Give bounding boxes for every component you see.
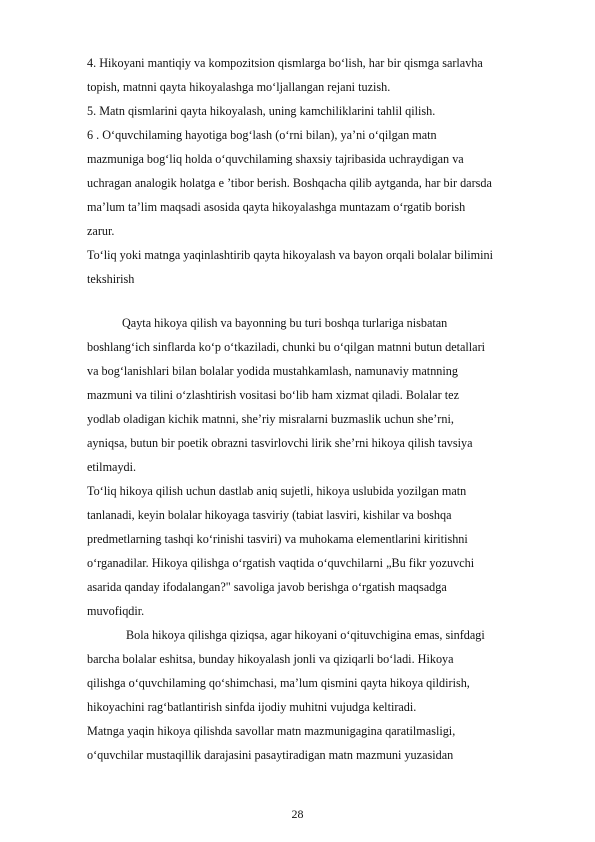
text-line-1: 4. Hikoyani mantiqiy va kompozitsion qismlarga bo‘lish, har bir qismga sarlavha [87,56,483,70]
text-line-13: va bog‘lanishlari bilan bolalar yodida mustahkamlash, namunaviy matnning [87,364,458,378]
text-line-28: Matnga yaqin hikoya qilishda savollar matn mazmunigagina qaratilmasligi, [87,724,456,738]
text-line-4: 6 . O‘quvchilaming hayotiga bog‘lash (o‘rni bilan), ya’ni o‘qilgan matn [87,128,437,142]
section-heading-line-2: tekshirish [87,272,135,286]
text-line-20: predmetlarning tashqi ko‘rinishi tasviri) va muhokama elementlarini kiritishni [87,532,468,546]
text-line-25: barcha bolalar eshitsa, bunday hikoyalash jonli va qiziqarli bo‘ladi. Hikoya [87,652,454,666]
text-line-14: mazmuni va tilini o‘zlashtirish vositasi bo‘lib ham xizmat qiladi. Bolalar tez [87,388,459,402]
text-line-12: boshlang‘ich sinflarda ko‘p o‘tkaziladi, chunki bu o‘qilgan matnni butun detallari [87,340,486,354]
text-line-29: o‘quvchilar mustaqillik darajasini pasaytiradigan matn mazmuni yuzasidan [87,748,454,762]
text-line-8: zarur. [87,224,115,238]
text-line-24: Bola hikoya qilishga qiziqsa, agar hikoyani o‘qituvchigina emas, sinfdagi [126,628,485,642]
text-line-6: uchragan analogik holatga e ’tibor berish. Boshqacha qilib aytganda, har bir darsda [87,176,492,190]
text-line-16: ayniqsa, butun bir poetik obrazni tasvirlovchi lirik she’rni hikoya qilish tavsiya [87,436,473,450]
text-line-17: etilmaydi. [87,460,137,474]
text-line-7: ma’lum ta’lim maqsadi asosida qayta hikoyalashga muntazam o‘rgatib borish [87,200,466,214]
text-line-3: 5. Matn qismlarini qayta hikoyalash, uning kamchiliklarini tahlil qilish. [87,104,436,118]
page-number: 28 [291,807,304,821]
text-line-26: qilishga o‘quvchilaming qo‘shimchasi, ma’lum qismini qayta hikoya qildirish, [87,676,470,690]
section-heading-line-1: To‘liq yoki matnga yaqinlashtirib qayta hikoyalash va bayon orqali bolalar bilimini [87,248,493,262]
text-line-21: o‘rganadilar. Hikoya qilishga o‘rgatish vaqtida o‘quvchilarni „Bu fikr yozuvchi [87,556,475,570]
text-line-2: topish, matnni qayta hikoyalashga mo‘ljallangan rejani tuzish. [87,80,391,94]
text-line-18: To‘liq hikoya qilish uchun dastlab aniq sujetli, hikoya uslubida yozilgan matn [87,484,467,498]
text-line-23: muvofiqdir. [87,604,145,618]
text-line-27: hikoyachini rag‘batlantirish sinfda ijodiy muhitni vujudga keltiradi. [87,700,417,714]
text-line-5: mazmuniga bog‘liq holda o‘quvchilaming shaxsiy tajribasida uchraydigan va [87,152,464,166]
text-line-19: tanlanadi, keyin bolalar hikoyaga tasviriy (tabiat lasviri, kishilar va boshqa [87,508,452,522]
text-line-22: asarida qanday ifodalangan?" savoliga javob berishga o‘rgatish maqsadga [87,580,447,594]
text-line-11: Qayta hikoya qilish va bayonning bu turi boshqa turlariga nisbatan [122,316,448,330]
text-line-15: yodlab oladigan kichik matnni, she’riy misralarni buzmaslik uchun she’rni, [87,412,454,426]
